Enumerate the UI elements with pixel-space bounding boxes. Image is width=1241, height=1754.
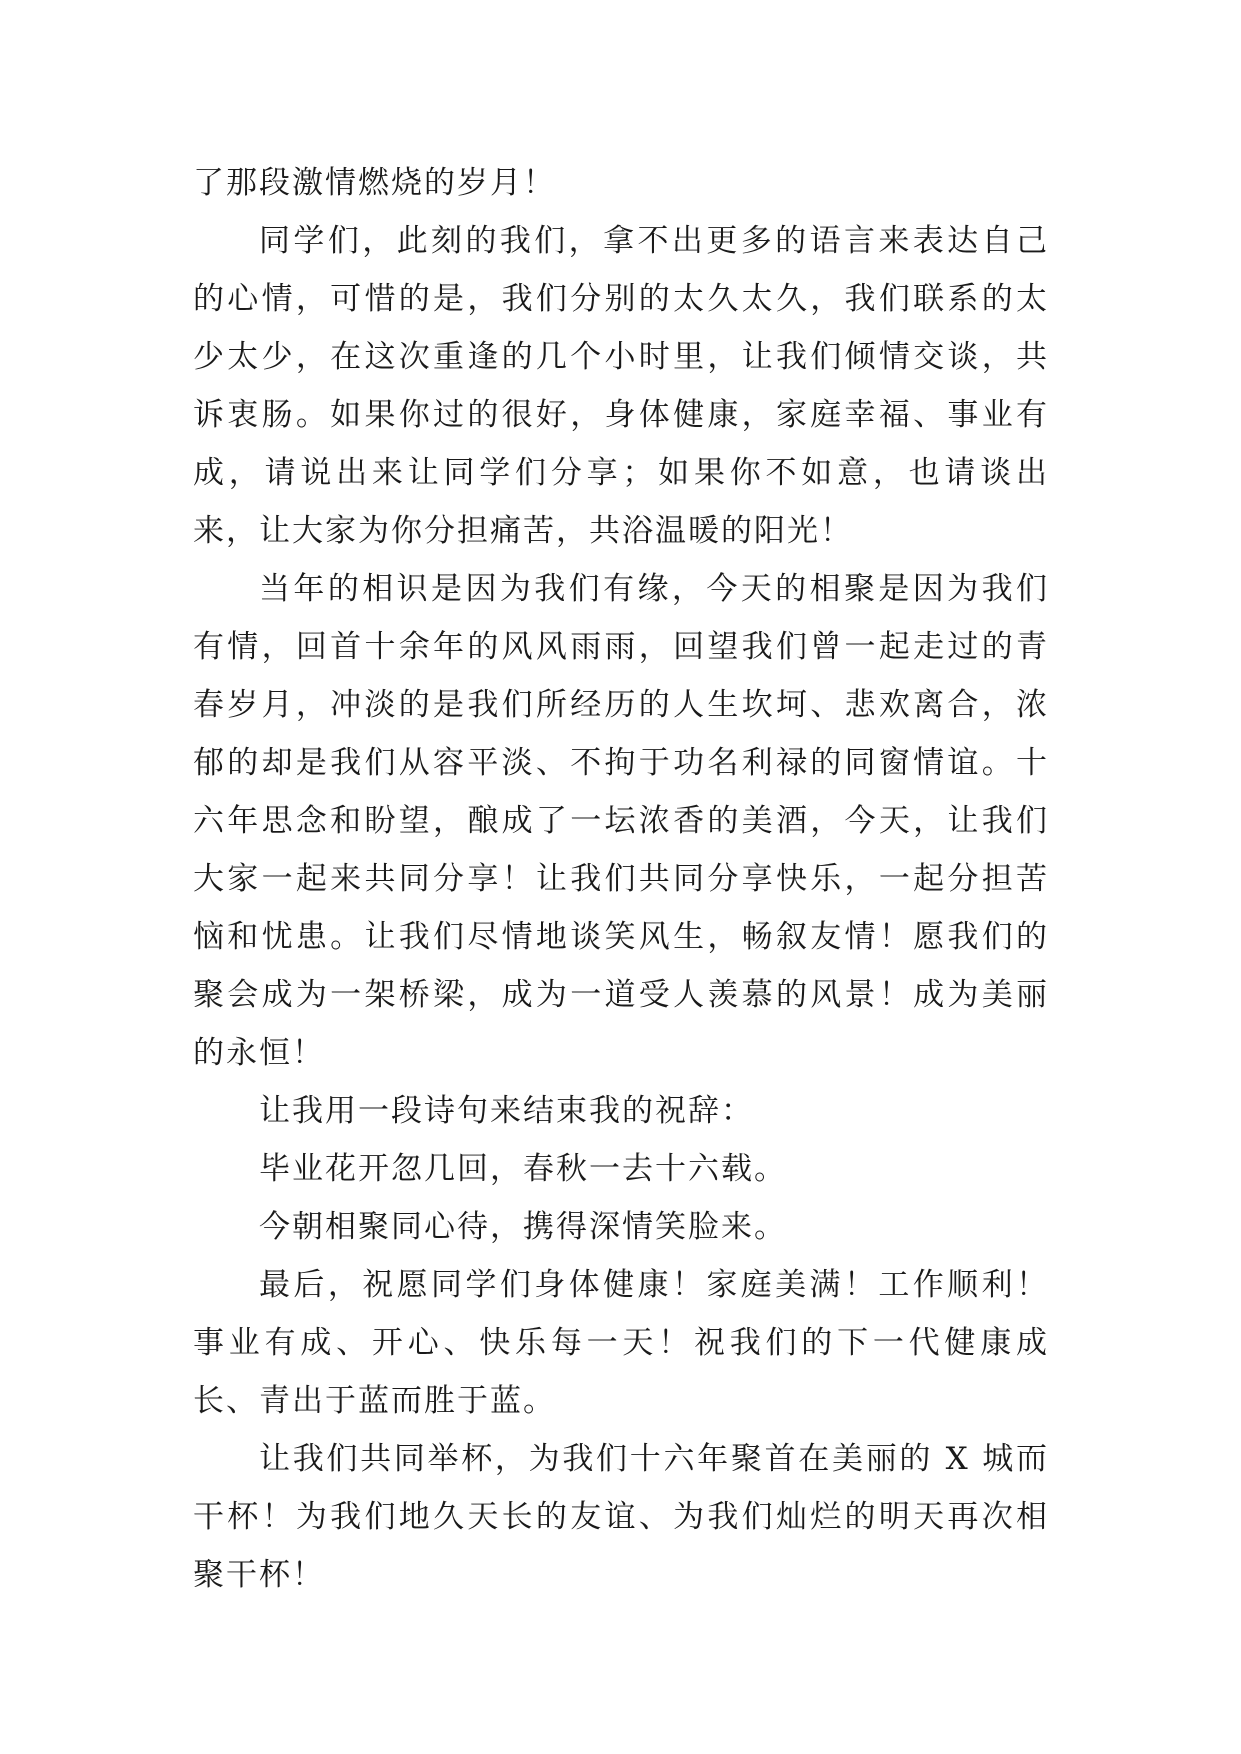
paragraph-classmates-feelings: 同学们，此刻的我们，拿不出更多的语言来表达自己的心情，可惜的是，我们分别的太久太久，我们联系的太少太少，在这次重逢的几个小时里，让我们倾情交谈，共诉衷肠。如果你过的很好，身体健康，家庭幸福、事业有成，请说出来让同学们分享；如果你不如意，也请谈出来，让大家为你分担痛苦，共浴温暖的阳光！	[193, 223, 1049, 549]
poem-line-2: 今朝相聚同心待，携得深情笑脸来。	[259, 1209, 787, 1245]
paragraph-reunion-friendship: 当年的相识是因为我们有缘，今天的相聚是因为我们有情，回首十余年的风风雨雨，回望我们曾一起走过的青春岁月，冲淡的是我们所经历的人生坎坷、悲欢离合，浓郁的却是我们从容平淡、不拘于功名利禄的同窗情谊。十六年思念和盼望，酿成了一坛浓香的美酒，今天，让我们大家一起来共同分享！让我们共同分享快乐，一起分担苦恼和忧患。让我们尽情地谈笑风生，畅叙友情！愿我们的聚会成为一架桥梁，成为一道受人羡慕的风景！成为美丽的永恒！	[193, 571, 1049, 1071]
poem-line-1: 毕业花开忽几回，春秋一去十六载。	[259, 1151, 787, 1187]
paragraph-continuation: 了那段激情燃烧的岁月！	[193, 165, 556, 201]
paragraph-poem-intro: 让我用一段诗句来结束我的祝辞：	[259, 1093, 754, 1129]
document-body	[193, 154, 1049, 1604]
paragraph-toast: 让我们共同举杯，为我们十六年聚首在美丽的 X 城而干杯！为我们地久天长的友谊、为我们灿烂的明天再次相聚干杯！	[193, 1441, 1049, 1593]
paragraph-final-wishes: 最后，祝愿同学们身体健康！家庭美满！工作顺利！事业有成、开心、快乐每一天！祝我们的下一代健康成长、青出于蓝而胜于蓝。	[193, 1267, 1049, 1419]
